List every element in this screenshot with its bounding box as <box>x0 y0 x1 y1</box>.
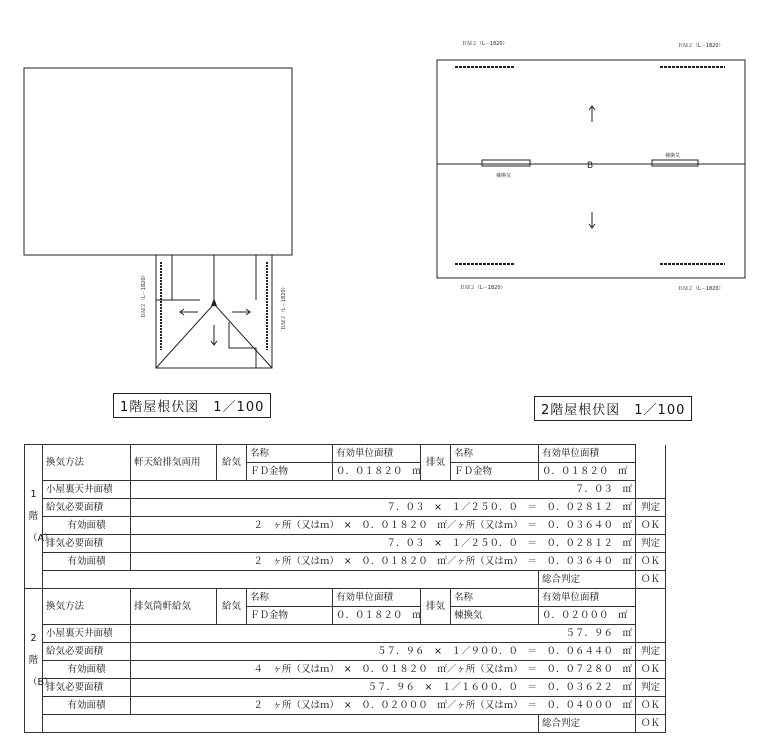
required-exhaust-value: ５７．９６ × １／１６００．０ ＝ ０．０３６２２ ㎡ <box>131 679 636 697</box>
ridge-vent-label-right: 棟換気 <box>665 153 681 159</box>
supply-unit-area: ０．０１８２０ ㎡ <box>333 607 421 625</box>
bm2-label-bottom-left: ＢＭ２（L－1820） <box>460 285 506 291</box>
bm2-label-bottom-right: ＢＭ２（L－1820） <box>678 286 724 292</box>
exhaust-name: 棟換気 <box>451 607 539 625</box>
table-row <box>25 643 666 661</box>
method-label: 換気方法 <box>43 589 131 625</box>
ceiling-area-value: ５７．９６ ㎡ <box>131 625 636 643</box>
exhaust-name: ＦＤ金物 <box>451 463 539 481</box>
overall-judge-label: 総合判定 <box>539 571 636 589</box>
unit-area-header: 有効単位面積 <box>539 445 636 463</box>
judge-label: 判定 <box>636 679 666 697</box>
table-row <box>25 679 666 697</box>
bm2-label-top-left: ＢＭ２（L－1820） <box>462 41 508 47</box>
table-row <box>25 517 666 535</box>
floor-label-b: 2 階 （B） <box>25 589 43 733</box>
section-label-b: B <box>587 161 594 171</box>
exhaust-unit-area: ０．０２０００ ㎡ <box>539 607 636 625</box>
supply-name: ＦＤ金物 <box>247 463 333 481</box>
ceiling-area-value: ７．０３ ㎡ <box>131 481 636 499</box>
unit-area-header: 有効単位面積 <box>539 589 636 607</box>
name-header: 名称 <box>247 445 333 463</box>
method-label: 換気方法 <box>43 445 131 481</box>
method-value: 排気筒軒給気 <box>131 589 217 625</box>
result-ok: ＯＫ <box>636 661 666 679</box>
ventilation-calc-table <box>24 444 666 733</box>
table-row <box>25 481 666 499</box>
effective-area-label: 有効面積 <box>43 697 131 715</box>
supply-label: 給気 <box>217 589 247 625</box>
result-ok: ＯＫ <box>636 697 666 715</box>
name-header: 名称 <box>247 589 333 607</box>
required-exhaust-label: 排気必要面積 <box>43 679 131 697</box>
name-header: 名称 <box>451 445 539 463</box>
judge-label: 判定 <box>636 643 666 661</box>
table-row <box>25 499 666 517</box>
table-row <box>25 589 666 607</box>
effective-area-label: 有効面積 <box>43 553 131 571</box>
ridge-vent-right <box>652 160 698 166</box>
table-row <box>25 625 666 643</box>
exhaust-label: 排気 <box>421 445 451 481</box>
ceiling-area-label: 小屋裏天井面積 <box>43 481 131 499</box>
judge-label: 判定 <box>636 499 666 517</box>
table-row <box>25 445 666 463</box>
ceiling-area-label: 小屋裏天井面積 <box>43 625 131 643</box>
table-row <box>25 715 666 733</box>
required-supply-label: 給気必要面積 <box>43 499 131 517</box>
supply-label: 給気 <box>217 445 247 481</box>
first-floor-plan-title: 1階屋根伏図 1／100 <box>113 393 271 418</box>
judge-label: 判定 <box>636 535 666 553</box>
name-header: 名称 <box>451 589 539 607</box>
supply-unit-area: ０．０１８２０ ㎡ <box>333 463 421 481</box>
required-exhaust-label: 排気必要面積 <box>43 535 131 553</box>
exhaust-unit-area: ０．０１８２０ ㎡ <box>539 463 636 481</box>
effective-exhaust-value: ２ ヶ所（又はｍ） × ０．０１８２０ ㎡／ヶ所（又はｍ） ＝ ０．０３６４０ ㎡ <box>131 553 636 571</box>
bm2-label-right: ＢＭ２（L－1820） <box>281 284 287 330</box>
floor-label-a: 1 階 （A） <box>25 445 43 589</box>
result-ok: ＯＫ <box>636 517 666 535</box>
bm2-label-top-right: ＢＭ２（L－1820） <box>678 43 724 49</box>
unit-area-header: 有効単位面積 <box>333 445 421 463</box>
required-supply-value: ５７．９６ × １／９００．０ ＝ ０．０６４４０ ㎡ <box>131 643 636 661</box>
effective-supply-value: ４ ヶ所（又はｍ） × ０．０１８２０ ㎡／ヶ所（又はｍ） ＝ ０．０７２８０ ㎡ <box>131 661 636 679</box>
effective-supply-value: ２ ヶ所（又はｍ） × ０．０１８２０ ㎡／ヶ所（又はｍ） ＝ ０．０３６４０ ㎡ <box>131 517 636 535</box>
effective-area-label: 有効面積 <box>43 661 131 679</box>
second-floor-plan-title: 2階屋根伏図 1／100 <box>534 396 692 421</box>
required-exhaust-value: ７．０３ × １／２５０．０ ＝ ０．０２８１２ ㎡ <box>131 535 636 553</box>
method-value: 軒天給排気両用 <box>131 445 217 481</box>
table-row <box>25 571 666 589</box>
result-ok: ＯＫ <box>636 553 666 571</box>
effective-exhaust-value: ２ ヶ所（又はｍ） × ０．０２０００ ㎡／ヶ所（又はｍ） ＝ ０．０４０００ ㎡ <box>131 697 636 715</box>
exhaust-label: 排気 <box>421 589 451 625</box>
required-supply-label: 給気必要面積 <box>43 643 131 661</box>
required-supply-value: ７．０３ × １／２５０．０ ＝ ０．０２８１２ ㎡ <box>131 499 636 517</box>
table-row <box>25 553 666 571</box>
effective-area-label: 有効面積 <box>43 517 131 535</box>
overall-result-ok: ＯＫ <box>636 571 666 589</box>
table-row <box>25 661 666 679</box>
bm2-label-left: ＢＭ２（L－1820） <box>141 272 147 318</box>
table-row <box>25 535 666 553</box>
unit-area-header: 有効単位面積 <box>333 589 421 607</box>
ridge-vent-label-left: 棟換気 <box>496 173 512 179</box>
overall-judge-label: 総合判定 <box>539 715 636 733</box>
table-row <box>25 697 666 715</box>
overall-result-ok: ＯＫ <box>636 715 666 733</box>
supply-name: ＦＤ金物 <box>247 607 333 625</box>
ridge-vent-left <box>482 160 530 166</box>
